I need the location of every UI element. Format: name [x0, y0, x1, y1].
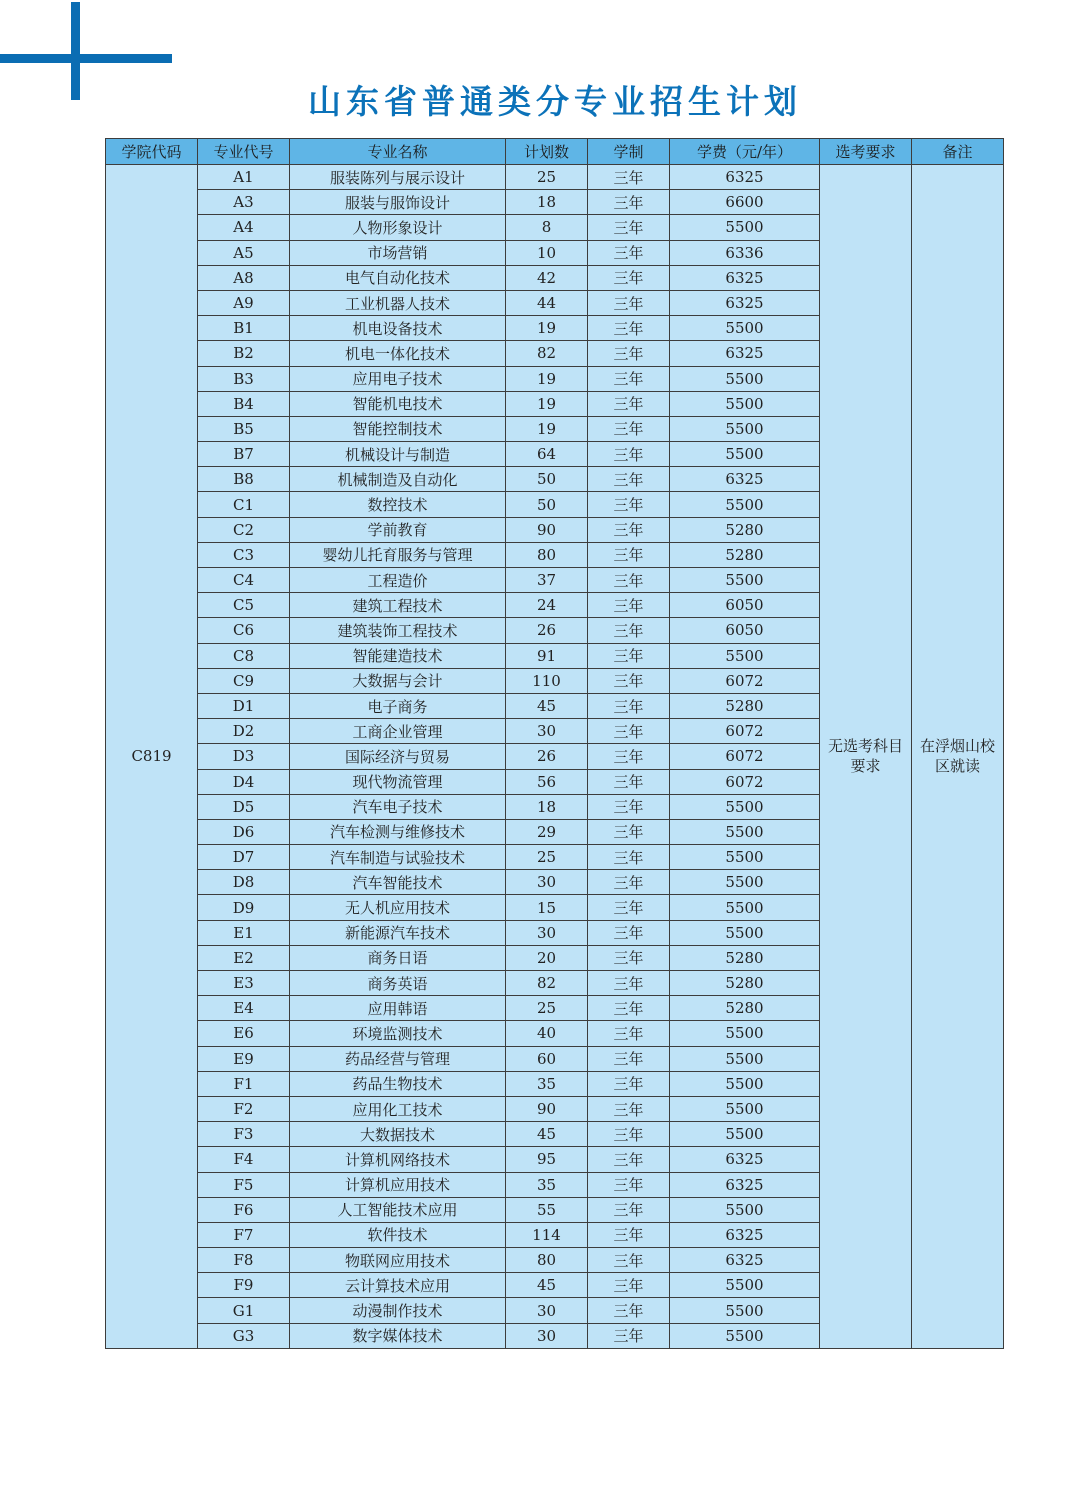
tuition-cell: 5280 — [670, 996, 820, 1021]
major-name-cell: 药品经营与管理 — [290, 1046, 506, 1071]
tuition-cell: 5500 — [670, 643, 820, 668]
plan-count-cell: 37 — [506, 568, 588, 593]
plan-count-cell: 26 — [506, 618, 588, 643]
plan-count-cell: 82 — [506, 971, 588, 996]
tuition-cell: 5500 — [670, 845, 820, 870]
major-name-cell: 汽车电子技术 — [290, 794, 506, 819]
plan-count-cell: 90 — [506, 1096, 588, 1121]
major-name-cell: 服装陈列与展示设计 — [290, 165, 506, 190]
duration-cell: 三年 — [588, 366, 670, 391]
tuition-cell: 6325 — [670, 1222, 820, 1247]
major-name-cell: 电子商务 — [290, 693, 506, 718]
duration-cell: 三年 — [588, 618, 670, 643]
duration-cell: 三年 — [588, 870, 670, 895]
header-college-code: 学院代码 — [106, 139, 198, 165]
major-code-cell: D2 — [198, 719, 290, 744]
major-code-cell: E4 — [198, 996, 290, 1021]
tuition-cell: 6072 — [670, 769, 820, 794]
plan-count-cell: 19 — [506, 366, 588, 391]
tuition-cell: 5500 — [670, 492, 820, 517]
major-name-cell: 人物形象设计 — [290, 215, 506, 240]
plan-count-cell: 20 — [506, 945, 588, 970]
plan-count-cell: 56 — [506, 769, 588, 794]
major-name-cell: 服装与服饰设计 — [290, 190, 506, 215]
major-name-cell: 国际经济与贸易 — [290, 744, 506, 769]
major-code-cell: D5 — [198, 794, 290, 819]
duration-cell: 三年 — [588, 693, 670, 718]
plan-count-cell: 19 — [506, 391, 588, 416]
duration-cell: 三年 — [588, 593, 670, 618]
plan-count-cell: 50 — [506, 492, 588, 517]
plan-count-cell: 25 — [506, 996, 588, 1021]
major-code-cell: D8 — [198, 870, 290, 895]
tuition-cell: 6325 — [670, 265, 820, 290]
duration-cell: 三年 — [588, 542, 670, 567]
plan-count-cell: 18 — [506, 794, 588, 819]
header-subject-requirement: 选考要求 — [820, 139, 912, 165]
duration-cell: 三年 — [588, 442, 670, 467]
duration-cell: 三年 — [588, 1248, 670, 1273]
college-code-cell: C819 — [106, 165, 198, 1349]
plan-count-cell: 15 — [506, 895, 588, 920]
major-code-cell: E1 — [198, 920, 290, 945]
duration-cell: 三年 — [588, 719, 670, 744]
major-name-cell: 电气自动化技术 — [290, 265, 506, 290]
tuition-cell: 5280 — [670, 517, 820, 542]
plan-count-cell: 80 — [506, 542, 588, 567]
major-code-cell: E2 — [198, 945, 290, 970]
major-name-cell: 机电一体化技术 — [290, 341, 506, 366]
duration-cell: 三年 — [588, 290, 670, 315]
major-name-cell: 新能源汽车技术 — [290, 920, 506, 945]
subject-requirement-text: 无选考科目要求 — [827, 737, 903, 776]
tuition-cell: 6050 — [670, 618, 820, 643]
major-code-cell: D7 — [198, 845, 290, 870]
major-code-cell: A9 — [198, 290, 290, 315]
tuition-cell: 5500 — [670, 819, 820, 844]
major-name-cell: 智能机电技术 — [290, 391, 506, 416]
major-code-cell: A4 — [198, 215, 290, 240]
tuition-cell: 5500 — [670, 1021, 820, 1046]
major-name-cell: 环境监测技术 — [290, 1021, 506, 1046]
major-name-cell: 数字媒体技术 — [290, 1323, 506, 1348]
duration-cell: 三年 — [588, 240, 670, 265]
major-name-cell: 药品生物技术 — [290, 1071, 506, 1096]
major-name-cell: 市场营销 — [290, 240, 506, 265]
tuition-cell: 5500 — [670, 1122, 820, 1147]
duration-cell: 三年 — [588, 517, 670, 542]
tuition-cell: 5500 — [670, 1096, 820, 1121]
table-row — [106, 165, 1004, 190]
major-name-cell: 商务日语 — [290, 945, 506, 970]
duration-cell: 三年 — [588, 996, 670, 1021]
major-code-cell: D3 — [198, 744, 290, 769]
subject-requirement-cell — [820, 165, 912, 1349]
duration-cell: 三年 — [588, 1021, 670, 1046]
duration-cell: 三年 — [588, 416, 670, 441]
duration-cell: 三年 — [588, 1122, 670, 1147]
major-code-cell: A1 — [198, 165, 290, 190]
major-code-cell: B1 — [198, 316, 290, 341]
header-plan-count: 计划数 — [506, 139, 588, 165]
major-name-cell: 应用韩语 — [290, 996, 506, 1021]
major-name-cell: 应用化工技术 — [290, 1096, 506, 1121]
major-code-cell: E9 — [198, 1046, 290, 1071]
major-code-cell: F5 — [198, 1172, 290, 1197]
remark-cell — [912, 165, 1004, 1349]
duration-cell: 三年 — [588, 190, 670, 215]
plan-count-cell: 19 — [506, 316, 588, 341]
header-major-code: 专业代号 — [198, 139, 290, 165]
major-code-cell: F8 — [198, 1248, 290, 1273]
plan-count-cell: 35 — [506, 1071, 588, 1096]
duration-cell: 三年 — [588, 794, 670, 819]
duration-cell: 三年 — [588, 1222, 670, 1247]
major-name-cell: 大数据技术 — [290, 1122, 506, 1147]
duration-cell: 三年 — [588, 265, 670, 290]
tuition-cell: 6072 — [670, 744, 820, 769]
major-name-cell: 机械设计与制造 — [290, 442, 506, 467]
duration-cell: 三年 — [588, 668, 670, 693]
tuition-cell: 6325 — [670, 467, 820, 492]
tuition-cell: 5500 — [670, 442, 820, 467]
tuition-cell: 6325 — [670, 1248, 820, 1273]
plan-count-cell: 114 — [506, 1222, 588, 1247]
duration-cell: 三年 — [588, 945, 670, 970]
major-name-cell: 建筑装饰工程技术 — [290, 618, 506, 643]
tuition-cell: 6072 — [670, 719, 820, 744]
major-name-cell: 机电设备技术 — [290, 316, 506, 341]
major-name-cell: 工业机器人技术 — [290, 290, 506, 315]
decorative-horizontal-bar — [0, 54, 172, 63]
major-name-cell: 汽车制造与试验技术 — [290, 845, 506, 870]
duration-cell: 三年 — [588, 492, 670, 517]
major-code-cell: C8 — [198, 643, 290, 668]
major-name-cell: 汽车智能技术 — [290, 870, 506, 895]
major-code-cell: C5 — [198, 593, 290, 618]
duration-cell: 三年 — [588, 1172, 670, 1197]
major-code-cell: E6 — [198, 1021, 290, 1046]
major-code-cell: B2 — [198, 341, 290, 366]
major-code-cell: D6 — [198, 819, 290, 844]
tuition-cell: 5500 — [670, 1323, 820, 1348]
major-name-cell: 数控技术 — [290, 492, 506, 517]
tuition-cell: 5500 — [670, 794, 820, 819]
duration-cell: 三年 — [588, 819, 670, 844]
duration-cell: 三年 — [588, 895, 670, 920]
enrollment-plan-table — [105, 138, 1004, 1349]
plan-count-cell: 64 — [506, 442, 588, 467]
plan-count-cell: 95 — [506, 1147, 588, 1172]
duration-cell: 三年 — [588, 971, 670, 996]
major-code-cell: C2 — [198, 517, 290, 542]
duration-cell: 三年 — [588, 1197, 670, 1222]
tuition-cell: 6336 — [670, 240, 820, 265]
major-name-cell: 工商企业管理 — [290, 719, 506, 744]
plan-count-cell: 30 — [506, 920, 588, 945]
duration-cell: 三年 — [588, 316, 670, 341]
tuition-cell: 5500 — [670, 1197, 820, 1222]
major-code-cell: B3 — [198, 366, 290, 391]
major-name-cell: 计算机网络技术 — [290, 1147, 506, 1172]
major-code-cell: F6 — [198, 1197, 290, 1222]
table-body — [106, 165, 1004, 1349]
major-name-cell: 智能控制技术 — [290, 416, 506, 441]
plan-count-cell: 30 — [506, 870, 588, 895]
major-code-cell: B4 — [198, 391, 290, 416]
duration-cell: 三年 — [588, 568, 670, 593]
major-name-cell: 智能建造技术 — [290, 643, 506, 668]
major-code-cell: C3 — [198, 542, 290, 567]
page-title: 山东省普通类分专业招生计划 — [308, 82, 802, 121]
duration-cell: 三年 — [588, 1273, 670, 1298]
duration-cell: 三年 — [588, 1071, 670, 1096]
plan-count-cell: 30 — [506, 1323, 588, 1348]
plan-count-cell: 55 — [506, 1197, 588, 1222]
tuition-cell: 5500 — [670, 215, 820, 240]
tuition-cell: 5500 — [670, 920, 820, 945]
major-code-cell: C4 — [198, 568, 290, 593]
tuition-cell: 5500 — [670, 391, 820, 416]
major-code-cell: D9 — [198, 895, 290, 920]
plan-count-cell: 29 — [506, 819, 588, 844]
tuition-cell: 5500 — [670, 1071, 820, 1096]
plan-count-cell: 19 — [506, 416, 588, 441]
plan-count-cell: 50 — [506, 467, 588, 492]
major-name-cell: 软件技术 — [290, 1222, 506, 1247]
plan-count-cell: 24 — [506, 593, 588, 618]
tuition-cell: 5280 — [670, 542, 820, 567]
plan-count-cell: 35 — [506, 1172, 588, 1197]
major-name-cell: 学前教育 — [290, 517, 506, 542]
tuition-cell: 6600 — [670, 190, 820, 215]
major-code-cell: B5 — [198, 416, 290, 441]
plan-count-cell: 110 — [506, 668, 588, 693]
major-code-cell: F9 — [198, 1273, 290, 1298]
major-name-cell: 云计算技术应用 — [290, 1273, 506, 1298]
tuition-cell: 5280 — [670, 945, 820, 970]
plan-count-cell: 45 — [506, 1122, 588, 1147]
tuition-cell: 6325 — [670, 1147, 820, 1172]
plan-count-cell: 60 — [506, 1046, 588, 1071]
major-code-cell: F7 — [198, 1222, 290, 1247]
plan-count-cell: 30 — [506, 719, 588, 744]
major-code-cell: B8 — [198, 467, 290, 492]
duration-cell: 三年 — [588, 391, 670, 416]
plan-count-cell: 26 — [506, 744, 588, 769]
duration-cell: 三年 — [588, 1046, 670, 1071]
duration-cell: 三年 — [588, 1147, 670, 1172]
tuition-cell: 5500 — [670, 870, 820, 895]
plan-count-cell: 80 — [506, 1248, 588, 1273]
major-code-cell: G1 — [198, 1298, 290, 1323]
tuition-cell: 6325 — [670, 165, 820, 190]
major-code-cell: A8 — [198, 265, 290, 290]
tuition-cell: 5500 — [670, 416, 820, 441]
header-remark: 备注 — [912, 139, 1004, 165]
major-name-cell: 无人机应用技术 — [290, 895, 506, 920]
plan-count-cell: 45 — [506, 693, 588, 718]
plan-count-cell: 25 — [506, 165, 588, 190]
plan-count-cell: 10 — [506, 240, 588, 265]
major-name-cell: 现代物流管理 — [290, 769, 506, 794]
plan-count-cell: 44 — [506, 290, 588, 315]
major-code-cell: D4 — [198, 769, 290, 794]
tuition-cell: 5500 — [670, 1046, 820, 1071]
tuition-cell: 5500 — [670, 895, 820, 920]
plan-count-cell: 90 — [506, 517, 588, 542]
tuition-cell: 6050 — [670, 593, 820, 618]
major-name-cell: 婴幼儿托育服务与管理 — [290, 542, 506, 567]
plan-count-cell: 42 — [506, 265, 588, 290]
duration-cell: 三年 — [588, 845, 670, 870]
major-code-cell: D1 — [198, 693, 290, 718]
major-name-cell: 汽车检测与维修技术 — [290, 819, 506, 844]
plan-count-cell: 82 — [506, 341, 588, 366]
tuition-cell: 5280 — [670, 693, 820, 718]
plan-count-cell: 25 — [506, 845, 588, 870]
major-code-cell: F3 — [198, 1122, 290, 1147]
major-name-cell: 大数据与会计 — [290, 668, 506, 693]
plan-count-cell: 30 — [506, 1298, 588, 1323]
duration-cell: 三年 — [588, 1096, 670, 1121]
tuition-cell: 6325 — [670, 290, 820, 315]
plan-count-cell: 45 — [506, 1273, 588, 1298]
plan-count-cell: 91 — [506, 643, 588, 668]
major-name-cell: 人工智能技术应用 — [290, 1197, 506, 1222]
table-header-row — [106, 139, 1004, 165]
major-name-cell: 动漫制作技术 — [290, 1298, 506, 1323]
tuition-cell: 5500 — [670, 1273, 820, 1298]
duration-cell: 三年 — [588, 215, 670, 240]
major-code-cell: A3 — [198, 190, 290, 215]
major-code-cell: C1 — [198, 492, 290, 517]
major-name-cell: 应用电子技术 — [290, 366, 506, 391]
major-code-cell: E3 — [198, 971, 290, 996]
duration-cell: 三年 — [588, 341, 670, 366]
tuition-cell: 5500 — [670, 568, 820, 593]
duration-cell: 三年 — [588, 769, 670, 794]
major-name-cell: 工程造价 — [290, 568, 506, 593]
duration-cell: 三年 — [588, 1323, 670, 1348]
tuition-cell: 5280 — [670, 971, 820, 996]
major-code-cell: G3 — [198, 1323, 290, 1348]
plan-count-cell: 8 — [506, 215, 588, 240]
major-name-cell: 商务英语 — [290, 971, 506, 996]
plan-count-cell: 18 — [506, 190, 588, 215]
tuition-cell: 5500 — [670, 1298, 820, 1323]
header-major-name: 专业名称 — [290, 139, 506, 165]
duration-cell: 三年 — [588, 165, 670, 190]
duration-cell: 三年 — [588, 467, 670, 492]
major-name-cell: 物联网应用技术 — [290, 1248, 506, 1273]
header-tuition: 学费（元/年） — [670, 139, 820, 165]
tuition-cell: 5500 — [670, 366, 820, 391]
major-name-cell: 计算机应用技术 — [290, 1172, 506, 1197]
major-code-cell: A5 — [198, 240, 290, 265]
remark-text: 在浮烟山校区就读 — [919, 737, 995, 776]
major-code-cell: C9 — [198, 668, 290, 693]
tuition-cell: 6325 — [670, 1172, 820, 1197]
major-code-cell: F4 — [198, 1147, 290, 1172]
major-code-cell: C6 — [198, 618, 290, 643]
major-code-cell: F1 — [198, 1071, 290, 1096]
major-name-cell: 机械制造及自动化 — [290, 467, 506, 492]
tuition-cell: 6072 — [670, 668, 820, 693]
header-duration: 学制 — [588, 139, 670, 165]
duration-cell: 三年 — [588, 1298, 670, 1323]
major-code-cell: B7 — [198, 442, 290, 467]
duration-cell: 三年 — [588, 920, 670, 945]
plan-count-cell: 40 — [506, 1021, 588, 1046]
major-code-cell: F2 — [198, 1096, 290, 1121]
tuition-cell: 5500 — [670, 316, 820, 341]
tuition-cell: 6325 — [670, 341, 820, 366]
major-name-cell: 建筑工程技术 — [290, 593, 506, 618]
duration-cell: 三年 — [588, 744, 670, 769]
duration-cell: 三年 — [588, 643, 670, 668]
